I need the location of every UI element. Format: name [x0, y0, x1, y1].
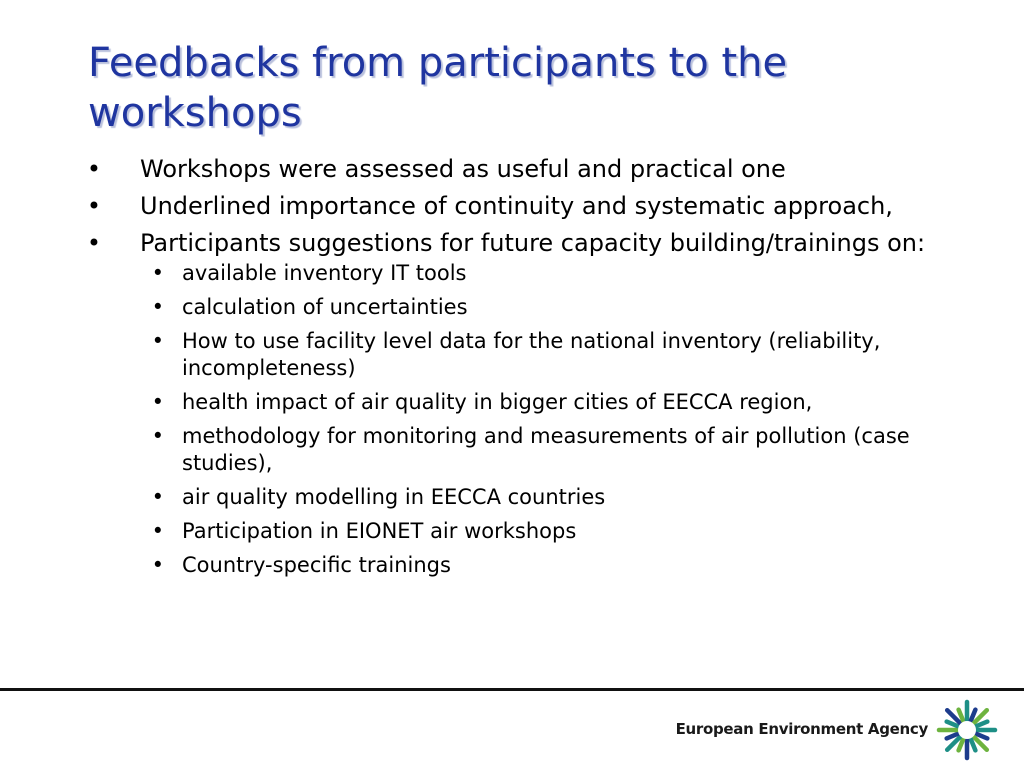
footer-divider	[0, 688, 1024, 691]
sub-bullet-text: How to use facility level data for the national inventory (reliability, incompleteness)	[182, 329, 881, 380]
sub-bullet-item	[128, 484, 964, 511]
sub-bullet-marker: •	[151, 485, 164, 509]
bullet-text: Workshops were assessed as useful and practical one	[140, 155, 786, 183]
bullet-marker: •	[86, 229, 102, 257]
sub-bullet-item	[128, 552, 964, 579]
bullet-list	[84, 154, 964, 579]
logo-center	[958, 721, 976, 739]
sub-bullet-marker: •	[151, 390, 164, 414]
sub-bullet-marker: •	[151, 329, 164, 353]
sub-bullet-item	[128, 423, 964, 477]
sub-bullet-text: Country-specific trainings	[182, 553, 451, 577]
sub-bullet-item	[128, 328, 964, 382]
bullet-item	[84, 154, 964, 184]
sub-bullet-marker: •	[151, 519, 164, 543]
sub-bullet-item	[128, 389, 964, 416]
eea-sunburst-logo-icon	[930, 696, 1004, 762]
agency-name: European Environment Agency	[675, 720, 928, 738]
sub-bullet-marker: •	[151, 424, 164, 448]
slide-body	[84, 154, 964, 586]
sub-bullet-text: methodology for monitoring and measurements of air pollution (case studies),	[182, 424, 910, 475]
bullet-marker: •	[86, 192, 102, 220]
sub-bullet-item	[128, 518, 964, 545]
sub-bullet-marker: •	[151, 261, 164, 285]
sub-bullet-item	[128, 294, 964, 321]
sub-bullet-text: Participation in EIONET air workshops	[182, 519, 577, 543]
slide-title: Feedbacks from participants to the workshops	[88, 40, 788, 136]
bullet-item	[84, 228, 964, 579]
sub-bullet-text: health impact of air quality in bigger cities of EECCA region,	[182, 390, 813, 414]
bullet-text: Underlined importance of continuity and systematic approach,	[140, 192, 893, 220]
sub-bullet-item	[128, 260, 964, 287]
sub-bullet-text: calculation of uncertainties	[182, 295, 468, 319]
bullet-text: Participants suggestions for future capacity building/trainings on:	[140, 229, 926, 257]
sub-bullet-text: available inventory IT tools	[182, 261, 467, 285]
bullet-item	[84, 191, 964, 221]
bullet-marker: •	[86, 155, 102, 183]
sub-bullet-marker: •	[151, 553, 164, 577]
sub-bullet-marker: •	[151, 295, 164, 319]
sub-bullet-text: air quality modelling in EECCA countries	[182, 485, 606, 509]
sub-bullet-list	[128, 260, 964, 579]
